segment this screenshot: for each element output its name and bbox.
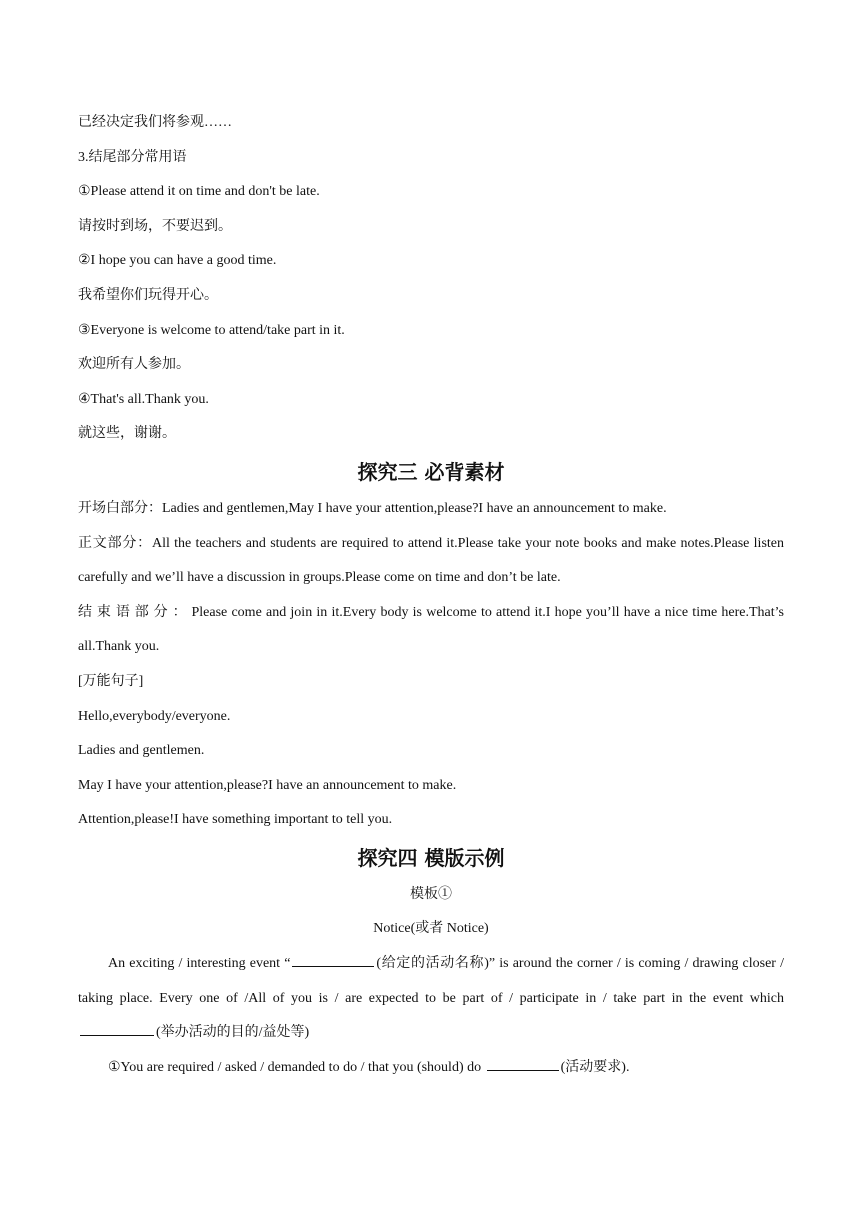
text-line: ③Everyone is welcome to attend/take part in it. (78, 322, 345, 338)
text-line: ②I hope you can have a good time. (78, 253, 277, 269)
paragraph-text: All the teachers and students are required to attend it.Please take your note books and make notes.Please listen carefully and we’ll have a discussion in groups.Please come on time and don’t be late. (78, 535, 784, 586)
text-line: ①Please attend it on time and don't be late. (78, 184, 320, 200)
bracket-label: [万能句子] (78, 673, 144, 689)
template-label: 模板① (410, 886, 452, 902)
template-paragraph: ①You are required / asked / demanded to do / that you (should) do (活动要求). (78, 1051, 784, 1086)
paragraph-label: 正文部分： (78, 535, 152, 551)
sentence-line: Ladies and gentlemen. (78, 743, 205, 759)
document-page (78, 106, 784, 1085)
section-heading: 探究四 模版示例 (357, 845, 505, 870)
section-heading: 探究三 必背素材 (357, 459, 505, 484)
body-paragraph (78, 527, 784, 596)
template-paragraph: An exciting / interesting event “ (给定的活动名称)” is around the corner / is coming / drawing closer / taking place. Every one of /All of you is / are expected to be part of / participate in / take part in the event which (举办活动的目的/益处等) (78, 947, 784, 1051)
opening-paragraph (78, 492, 784, 527)
text-line: 就这些，谢谢。 (78, 426, 176, 442)
fill-blank (292, 952, 374, 967)
paragraph-label: 结束语部分： (78, 604, 192, 620)
sentence-line: Attention,please!I have something important to tell you. (78, 812, 393, 828)
text-line: 欢迎所有人参加。 (78, 357, 190, 373)
paragraph-label: 开场白部分： (78, 500, 162, 516)
text-line: 已经决定我们将参观…… (78, 115, 232, 130)
closing-paragraph (78, 596, 784, 665)
paragraph-text: Please come and join in it.Every body is welcome to attend it.I hope you’ll have a nice time here.That’s all.Thank you. (78, 604, 784, 655)
text-line: ④That's all.Thank you. (78, 391, 209, 407)
sentence-line: Hello,everybody/everyone. (78, 708, 231, 724)
notice-title: Notice(或者 Notice) (373, 921, 489, 937)
sentence-line: May I have your attention,please?I have an announcement to make. (78, 777, 457, 793)
fill-blank (80, 1021, 154, 1036)
text-line: 我希望你们玩得开心。 (78, 287, 218, 303)
subsection-title: 3.结尾部分常用语 (78, 149, 187, 165)
paragraph-text: Ladies and gentlemen,May I have your attention,please?I have an announcement to make. (162, 500, 667, 516)
fill-blank (487, 1056, 559, 1071)
text-line: 请按时到场，不要迟到。 (78, 218, 232, 234)
